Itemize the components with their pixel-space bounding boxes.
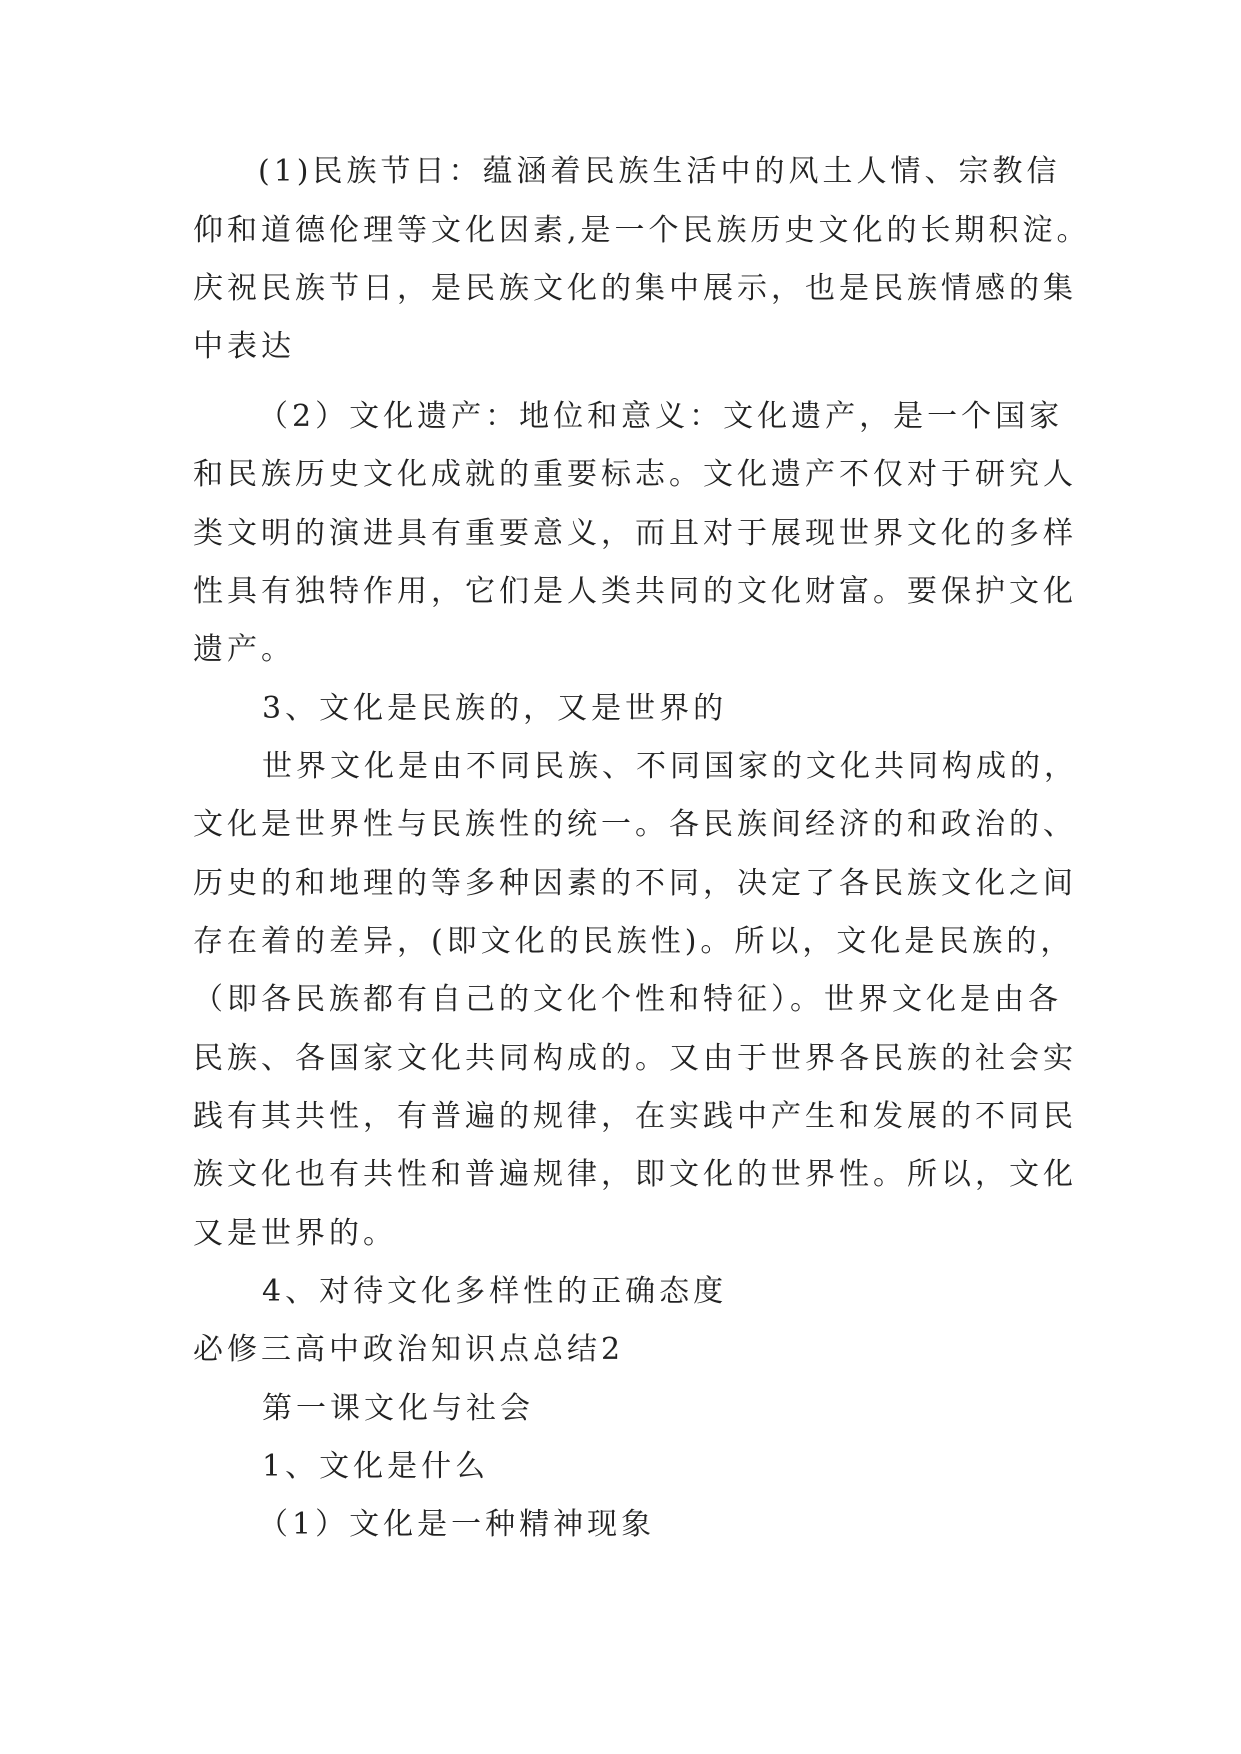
paragraph-line: 践有其共性，有普遍的规律，在实践中产生和发展的不同民 (193, 1099, 1077, 1134)
paragraph-line: 存在着的差异，(即文化的民族性)。所以，文化是民族的， (193, 924, 1075, 959)
paragraph-line: (1)民族节日：蕴涵着民族生活中的风土人情、宗教信 (258, 154, 1061, 189)
lesson-heading: 第一课文化与社会 (262, 1391, 534, 1426)
paragraph-line: 类文明的演进具有重要意义，而且对于展现世界文化的多样 (193, 516, 1077, 551)
paragraph-line: 世界文化是由不同民族、不同国家的文化共同构成的， (262, 749, 1078, 784)
section-heading: 4、对待文化多样性的正确态度 (262, 1274, 728, 1309)
paragraph-line: 又是世界的。 (193, 1216, 397, 1251)
paragraph-line: 仰和道德伦理等文化因素,是一个民族历史文化的长期积淀。 (193, 213, 1091, 248)
paragraph-line: 中表达 (193, 329, 295, 364)
paragraph-line: 文化是世界性与民族性的统一。各民族间经济的和政治的、 (193, 807, 1077, 842)
paragraph-line: 和民族历史文化成就的重要标志。文化遗产不仅对于研究人 (193, 457, 1077, 492)
paragraph-line: 历史的和地理的等多种因素的不同，决定了各民族文化之间 (193, 866, 1077, 901)
section-heading: 3、文化是民族的，又是世界的 (262, 691, 728, 726)
document-title: 必修三高中政治知识点总结2 (193, 1332, 625, 1367)
section-heading: 1、文化是什么 (262, 1449, 490, 1484)
paragraph-line: （即各民族都有自己的文化个性和特征）。世界文化是由各 (193, 982, 1062, 1017)
paragraph-line: 民族、各国家文化共同构成的。又由于世界各民族的社会实 (193, 1041, 1077, 1076)
paragraph-line: 族文化也有共性和普遍规律，即文化的世界性。所以，文化 (193, 1157, 1077, 1192)
paragraph-line: 性具有独特作用，它们是人类共同的文化财富。要保护文化 (193, 574, 1077, 609)
paragraph-line: （2）文化遗产：地位和意义：文化遗产，是一个国家 (258, 399, 1064, 434)
subsection-heading: （1）文化是一种精神现象 (258, 1507, 656, 1542)
paragraph-line: 遗产。 (193, 632, 295, 667)
paragraph-line: 庆祝民族节日，是民族文化的集中展示，也是民族情感的集 (193, 271, 1077, 306)
